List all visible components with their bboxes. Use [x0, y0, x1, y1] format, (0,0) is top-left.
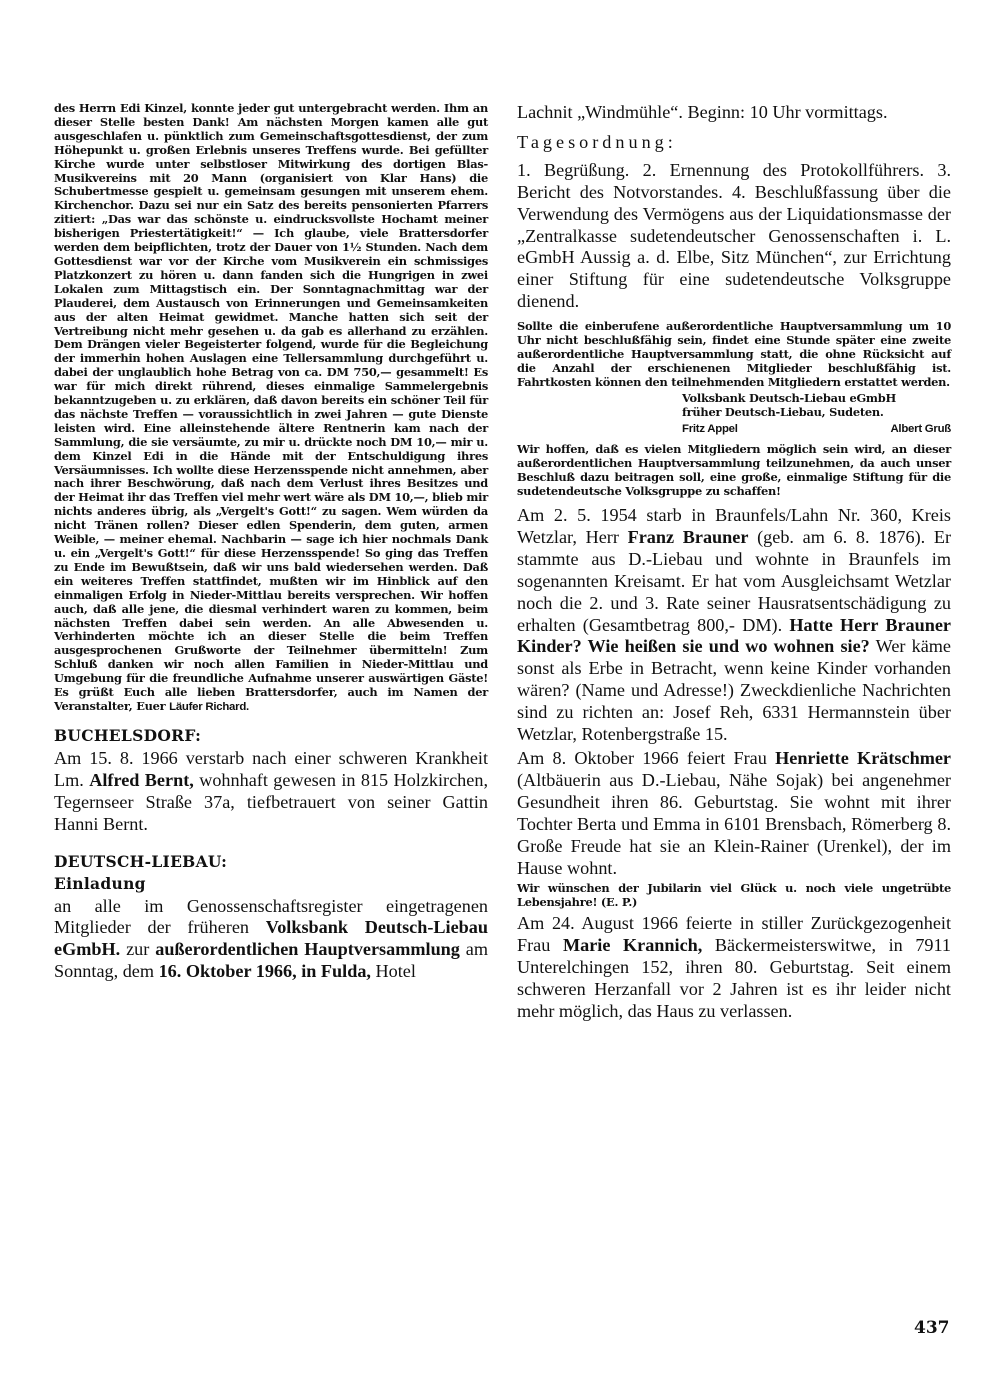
brauner-notice: Am 2. 5. 1954 starb in Braunfels/Lahn Nr. 360, Kreis Wetzlar, Herr Franz Brauner (geb. am 6. 8. 1876). Er stammte aus D.-Liebau und wohnte in Braunfels im sogenannten Kreisamt. Er hat vom Ausgleichsamt Wetzlar noch die 2. und 3. Rate seiner Hausratsentschädigung zu erhalten (Gesamtbetrag 800,- DM). Hatte Herr Brauner Kinder? Wie heißen sie und wo wohnen sie? Wer käme sonst als Erbe in Betracht, wenn keine Kinder vorhanden wären? (Name und Adresse!) Zweckdienliche Nachrichten sind zu richten an: Josef Reh, 6331 Hermannstein über Wetzlar, Rotenbergstraße 15.	[517, 505, 952, 745]
brattersdorf-report	[54, 102, 488, 715]
signature-former: früher Deutsch-Liebau, Sudeten.	[682, 404, 884, 419]
birthday-wishes: Wir wünschen der Jubilarin viel Glück u. noch viele ungetrübte Lebensjahre! (E. P.)	[517, 881, 951, 910]
page-number: 437	[914, 1318, 950, 1338]
signature-names	[517, 423, 951, 437]
heading-buchelsdorf: BUCHELSDORF:	[54, 725, 202, 745]
kraetschmer-birthday: Am 8. Oktober 1966 feiert Frau Henriette Krätschmer (Altbäuerin aus D.-Liebau, Nähe Sojak) bei angenehmer Gesundheit ihren 86. Geburtstag. Sie wohnt mit ihrer Tochter Berta und Emma in 6101 Brensbach, Römerberg 8. Große Freude hat sie an Klein-Rainer (Urenkel), der im Hause wohnt.	[517, 748, 951, 878]
signature-bank: Volksbank Deutsch-Liebau eGmbH	[682, 390, 896, 405]
signature-albert-gruss: Albert Gruß	[890, 422, 951, 435]
invitation-text: an alle im Genossenschaftsregister eingetragenen Mitglieder der früheren Volksbank Deutsch-Liebau eGmbH. zur außerordentlichen Hauptversammlung am Sonntag, dem 16. Oktober 1966, in Fulda, Hotel	[54, 895, 489, 982]
heading-einladung: Einladung	[54, 873, 146, 893]
name-alfred-bernt: Alfred Bernt,	[89, 769, 194, 790]
name-marie-krannich: Marie Krannich,	[562, 935, 703, 956]
buchelsdorf-obituary: Am 15. 8. 1966 verstarb nach einer schweren Krankheit Lm. Alfred Bernt, wohnhaft gewesen in 815 Holzkirchen, Tegernseer Straße 37a, tiefbetrauert von seiner Gattin Hanni Bernt.	[54, 747, 488, 834]
heading-deutsch-liebau: DEUTSCH-LIEBAU:	[54, 851, 228, 871]
right-column	[517, 102, 951, 1023]
krannich-birthday: Am 24. August 1966 feierte in stiller Zurückgezogenheit Frau Marie Krannich, Bäckermeisterswitwe, in 7911 Unterelchingen 152, ihren 80. Geburtstag. Seit einem schweren Herzanfall vor 2 Jahren ist es ihr leider nicht mehr möglich, das Haus zu verlassen.	[517, 913, 952, 1021]
hope-note: Wir hoffen, daß es vielen Mitgliedern möglich sein wird, an dieser außerordentlichen Hauptversammlung teilzunehmen, da auch unser Beschluß dazu beitragen soll, eine große, einmalige Stiftung für die sudetendeutsche Volksgruppe zu schaffen!	[517, 442, 951, 499]
name-henriette-kraetschmer: Henriette Krätschmer	[775, 748, 951, 768]
name-franz-brauner: Franz Brauner	[627, 526, 749, 547]
left-column	[54, 102, 488, 983]
signature-fritz-appel: Fritz Appel	[682, 422, 738, 435]
report-author: Läufer Richard.	[169, 700, 249, 713]
invitation-continued: Lachnit „Windmühle“. Beginn: 10 Uhr vormittags.	[517, 102, 888, 122]
report-text: des Herrn Edi Kinzel, konnte jeder gut untergebracht werden. Ihm an dieser Stelle besten Dank! Am nächsten Morgen kamen alle gut ausgeschlafen u. pünktlich zum Gemeinschaftsgottesdienst, der zum Höhepunkt u. großen Erlebnis unseres Treffens wurde. Bei gefüllter Kirche wurde unter selbstloser Mitwirkung des dortigen Blas-Musikvereins mit 20 Mann (organisiert von Klar Hans) die Schubertmesse gespielt u. gemeinsam gesungen mit unserem ehem. Kirchenchor. Dazu sei nur ein Satz des bereits pensonierten Pfarrers zitiert: „Das war das schönste u. eindrucksvollste Hochamt meiner bisherigen Priestertätigkeit!“ — Ich glaube, viele Brattersdorfer werden dem beipflichten, trotz der Dauer von 1½ Stunden. Nach dem Gottesdienst war vor der Kirche vom Musikverein ein schmissiges Platzkonzert zu hören u. dann fanden sich die Hungrigen in zwei Lokalen zum Mittagstisch ein. Der Sonntagnachmittag war der Plauderei, dem Austausch von Erinnerungen und Gemeinsamkeiten aus der alten Heimat gewidmet. Manche hatten sich seit der Vertreibung nicht mehr gesehen u. da gab es allerhand zu erzählen. Dem Drängen vieler Begeisterter folgend, wurde für die Begleichung der immerhin hohen Auslagen eine Tellersammlung durchgeführt u. dabei der unglaublich hohe Betrag von ca. DM 750,— gesammelt! Es war für mich direkt rührend, dieses einmalige Sammelergebnis bekanntzugeben u. zu erklären, daß davon bereits ein schöner Teil für das nächste Treffen — voraussichtlich in zwei Jahren — gute Dienste leisten wird. Eine alleinstehende ältere Rentnerin kam nach der Sammlung, die sie versäumte, zu mir u. drückte noch DM 10,— mir u. dem Kinzel Edi in die Hände mit der Entschuldigung ihres Versäumnisses. Ich wollte diese Herzensspende nicht annehmen, aber nach ihrer Beschwörung, daß nach dem Verlust ihres Besitzes und der Heimat ihr das Treffen viel mehr wert wäre als DM 10,—, blieb mir nichts anderes übrig, als „Vergelt's Gott!“ zu sagen. Wem würden da nicht Tränen rollen? Dieser edlen Spenderin, dem guten, armen Weible, — meiner ehemal. Nachbarin — sage ich hier nochmals Dank u. ein „Vergelt's Gott!“ für diese Herzensspende! So ging das Treffen zu Ende im Bewußtsein, daß wir uns bald wiedersehen werden. Daß ein weiteres Treffen stattfindet, mußten wir im Hinblick auf den einmaligen Erfolg in Nieder-Mittlau bereits versprechen. Wir hoffen auch, daß alle jene, die diesmal verhindert waren zu kommen, beim nächsten Treffen dabei sein werden. An alle Abwesenden u. Verhinderten möchte ich an dieser Stelle die beim Treffen ausgesprochenen Grußworte der Teilnehmer übermitteln! Zum Schluß danken wir noch allen Familien in Nieder-Mittlau und Umgebung für die freundliche Aufnahme unserer auswärtigen Gäste! Es grüßt Euch alle lieben Brattersdorfer, auch im Namen der Veranstalter, Euer	[54, 101, 488, 713]
agenda-text: 1. Begrüßung. 2. Ernennung des Protokollführers. 3. Bericht des Notvorstandes. 4. Beschlußfassung über die Verwendung des Vermögens aus der Liquidationsmasse der „Zentralkasse sudetendeutscher Genossenschaften i. L. eGmbH Aussig a. d. Elbe, Sitz München“, zur Errichtung einer Stiftung für eine sudetendeutsche Volksgruppe dienend.	[517, 159, 951, 312]
heading-tagesordnung: Tagesordnung:	[517, 131, 677, 152]
quorum-notice: Sollte die einberufene außerordentliche Hauptversammlung um 10 Uhr nicht beschlußfähig sein, findet eine Stunde später eine zweite außerordentliche Hauptversammlung statt, die ohne Rücksicht auf die Anzahl der erschienenen Mitglieder beschlußfähig ist. Fahrtkosten können den teilnehmenden Mitgliedern erstattet werden.	[517, 319, 951, 389]
